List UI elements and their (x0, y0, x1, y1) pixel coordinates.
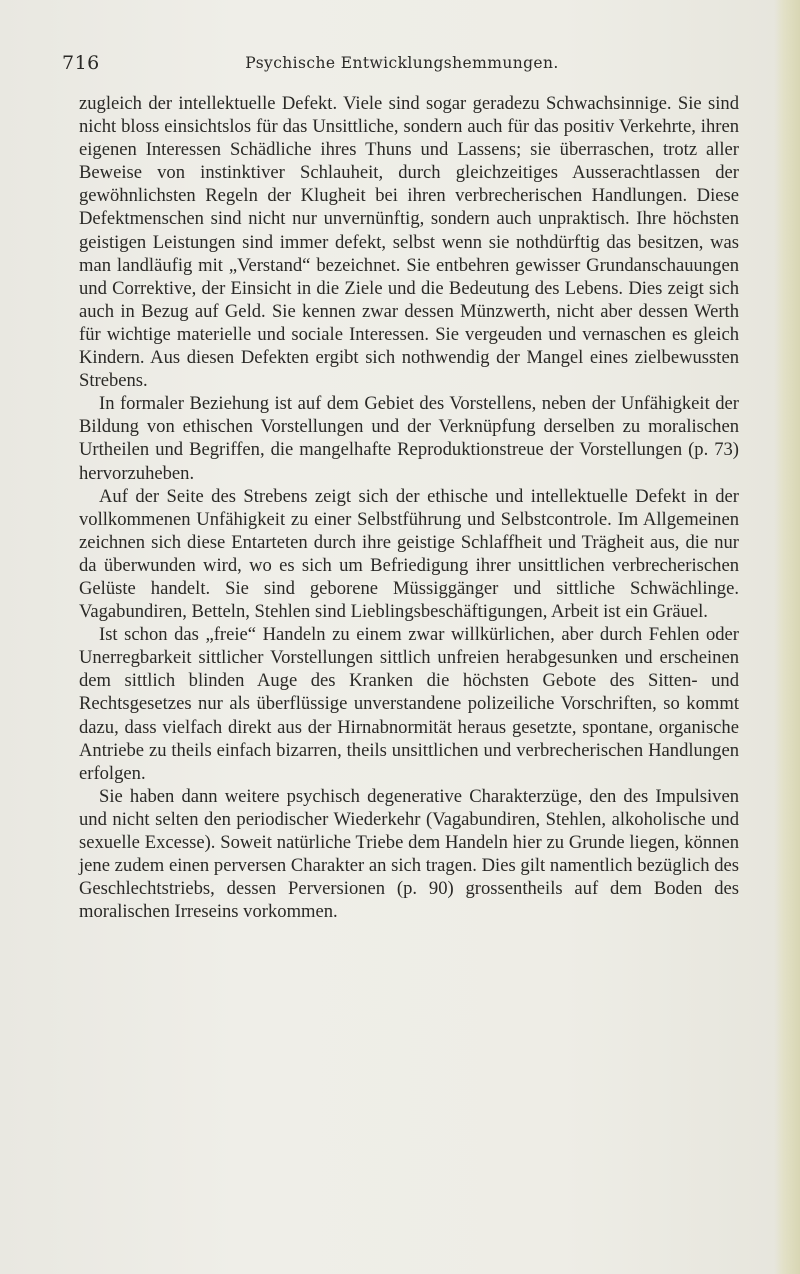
body-text (79, 92, 739, 923)
running-title: Psychische Entwicklungshemmungen. (245, 54, 559, 72)
paragraph-5: Sie haben dann weitere psychisch degenerative Charakterzüge, den des Impulsiven und nicht selten den periodischer Wiederkehr (Vagabundiren, Stehlen, alkoholische und sexuelle Excesse). Soweit natürliche Triebe dem Handeln hier zu Grunde liegen, können jene zudem einen perversen Charakter an sich tragen. Dies gilt namentlich bezüglich des Geschlechtstriebs, dessen Perversionen (p. 90) grossentheils auf dem Boden des moralischen Irreseins vorkommen. (79, 785, 739, 923)
page-edge-shadow (774, 0, 800, 1274)
paragraph-2: In formaler Beziehung ist auf dem Gebiet des Vorstellens, neben der Unfähigkeit der Bildung von ethischen Vorstellungen und der Verknüpfung derselben zu moralischen Urtheilen und Begriffen, die mangelhafte Reproduktionstreue der Vorstellungen (p. 73) hervorzuheben. (79, 393, 739, 484)
page-header (62, 52, 742, 82)
paragraph-1: zugleich der intellektuelle Defekt. Viele sind sogar geradezu Schwachsinnige. Sie sind nicht bloss einsichtslos für das Unsittliche, sondern auch für das positiv Verkehrte, ihren eigenen Interessen Schädliche ihres Thuns und Lassens; sie überraschen, trotz aller Beweise von instinktiver Schlauheit, durch gleichzeitiges Ausserachtlassen der gewöhnlichsten Regeln der Klugheit bei ihren verbrecherischen Handlungen. Diese Defektmenschen sind nicht nur unvernünftig, sondern auch unpraktisch. Ihre höchsten geistigen Leistungen sind immer defekt, selbst wenn sie nothdürftig das besitzen, was man landläufig mit „Verstand“ bezeichnet. Sie entbehren gewisser Grundanschauungen und Correktive, der Einsicht in die Ziele und die Bedeutung des Lebens. Dies zeigt sich auch in Bezug auf Geld. Sie kennen zwar dessen Münzwerth, nicht aber dessen Werth für wichtige materielle und sociale Interessen. Sie vergeuden und vernaschen es gleich Kindern. Aus diesen Defekten ergibt sich nothwendig der Mangel eines zielbewussten Strebens. (79, 93, 739, 392)
paragraph-4: Ist schon das „freie“ Handeln zu einem zwar willkürlichen, aber durch Fehlen oder Unerregbarkeit sittlicher Vorstellungen sittlich unfreien herabgesunken und erscheinen dem sittlich blinden Auge des Kranken die höchsten Gebote des Sitten- und Rechtsgesetzes nur als überflüssige unverstandene polizeiliche Vorschriften, so kommt dazu, dass vielfach direkt aus der Hirnabnormität heraus gesetzte, spontane, organische Antriebe zu theils einfach bizarren, theils unsittlichen und verbrecherischen Handlungen erfolgen. (79, 624, 739, 784)
page-number: 716 (62, 52, 100, 74)
paragraph-3: Auf der Seite des Strebens zeigt sich der ethische und intellektuelle Defekt in der vollkommenen Unfähigkeit zu einer Selbstführung und Selbstcontrole. Im Allgemeinen zeichnen sich diese Entarteten durch ihre geistige Schlaffheit und Trägheit aus, die nur da überwunden wird, wo es sich um Befriedigung ihrer unsittlichen verbrecherischen Gelüste handelt. Sie sind geborene Müssiggänger und sittliche Schwächlinge. Vagabundiren, Betteln, Stehlen sind Lieblingsbeschäftigungen, Arbeit ist ein Gräuel. (79, 485, 739, 623)
